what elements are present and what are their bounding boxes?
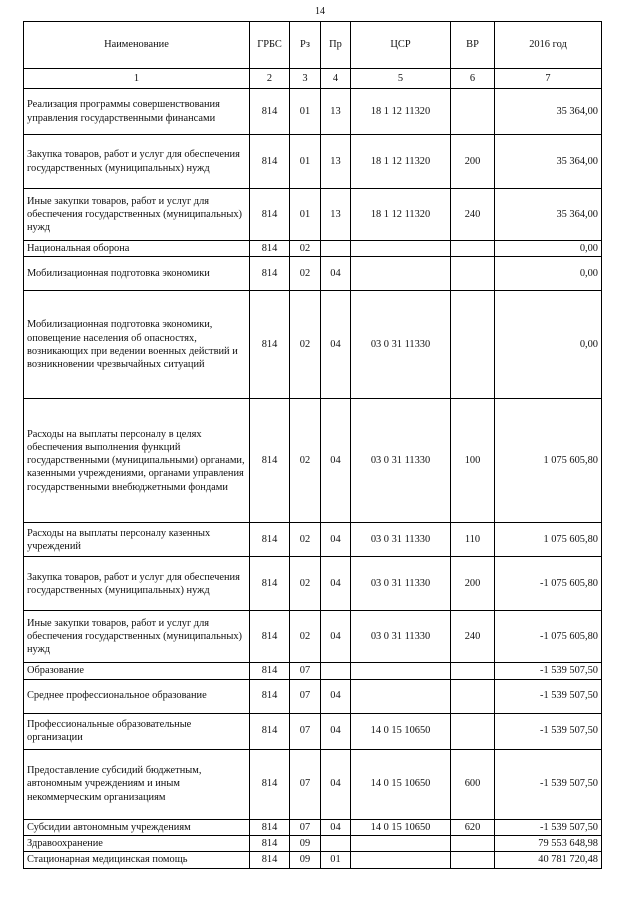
- row-rz: 02: [290, 557, 321, 611]
- row-pr: [321, 241, 351, 257]
- row-csr: [351, 257, 451, 291]
- row-amount: -1 539 507,50: [495, 663, 602, 679]
- row-amount: 0,00: [495, 241, 602, 257]
- row-csr: [351, 241, 451, 257]
- row-rz: 09: [290, 852, 321, 868]
- row-pr: 13: [321, 89, 351, 135]
- row-amount: -1 539 507,50: [495, 713, 602, 749]
- row-vr: [451, 713, 495, 749]
- table-row: [24, 852, 602, 868]
- row-name: Закупка товаров, работ и услуг для обеспечения государственных (муниципальных) нужд: [24, 135, 250, 189]
- row-pr: 04: [321, 291, 351, 399]
- row-csr: 03 0 31 11330: [351, 399, 451, 523]
- row-name: Мобилизационная подготовка экономики: [24, 257, 250, 291]
- row-rz: 01: [290, 89, 321, 135]
- header-row: [24, 22, 602, 69]
- row-csr: 18 1 12 11320: [351, 135, 451, 189]
- row-name: Предоставление субсидий бюджетным, автономным учреждениям и иным некоммерческим организациям: [24, 749, 250, 819]
- row-rz: 02: [290, 611, 321, 663]
- row-csr: 03 0 31 11330: [351, 523, 451, 557]
- row-name: Субсидии автономным учреждениям: [24, 819, 250, 835]
- row-rz: 01: [290, 135, 321, 189]
- row-amount: 79 553 648,98: [495, 835, 602, 851]
- column-number: 3: [290, 69, 321, 89]
- row-name: Профессиональные образовательные организации: [24, 713, 250, 749]
- table-body: [24, 89, 602, 869]
- row-rz: 01: [290, 189, 321, 241]
- row-name: Здравоохранение: [24, 835, 250, 851]
- row-vr: [451, 89, 495, 135]
- row-grbs: 814: [250, 399, 290, 523]
- row-rz: 09: [290, 835, 321, 851]
- row-rz: 02: [290, 399, 321, 523]
- row-amount: -1 539 507,50: [495, 749, 602, 819]
- row-rz: 07: [290, 663, 321, 679]
- row-rz: 07: [290, 749, 321, 819]
- row-grbs: 814: [250, 679, 290, 713]
- row-amount: 35 364,00: [495, 189, 602, 241]
- table-row: [24, 835, 602, 851]
- column-number: 7: [495, 69, 602, 89]
- row-pr: 04: [321, 523, 351, 557]
- row-grbs: 814: [250, 663, 290, 679]
- table-row: [24, 89, 602, 135]
- row-grbs: 814: [250, 749, 290, 819]
- table-row: [24, 189, 602, 241]
- row-csr: 03 0 31 11330: [351, 611, 451, 663]
- row-vr: 110: [451, 523, 495, 557]
- row-pr: 04: [321, 399, 351, 523]
- row-csr: 18 1 12 11320: [351, 89, 451, 135]
- row-name: Среднее профессиональное образование: [24, 679, 250, 713]
- row-csr: [351, 663, 451, 679]
- row-grbs: 814: [250, 852, 290, 868]
- row-pr: [321, 835, 351, 851]
- row-csr: 14 0 15 10650: [351, 713, 451, 749]
- row-pr: 04: [321, 611, 351, 663]
- row-csr: 14 0 15 10650: [351, 819, 451, 835]
- row-vr: [451, 852, 495, 868]
- row-name: Мобилизационная подготовка экономики, оповещение населения об опасностях, возникающих при ведении военных действий и возникновении чрезвычайных ситуаций: [24, 291, 250, 399]
- row-rz: 02: [290, 241, 321, 257]
- row-name: Иные закупки товаров, работ и услуг для обеспечения государственных (муниципальных) нужд: [24, 189, 250, 241]
- row-name: Иные закупки товаров, работ и услуг для обеспечения государственных (муниципальных) нужд: [24, 611, 250, 663]
- row-rz: 02: [290, 523, 321, 557]
- row-amount: -1 075 605,80: [495, 557, 602, 611]
- row-pr: 04: [321, 257, 351, 291]
- row-grbs: 814: [250, 819, 290, 835]
- row-csr: 03 0 31 11330: [351, 557, 451, 611]
- header-pr: Пр: [321, 22, 351, 69]
- row-csr: 03 0 31 11330: [351, 291, 451, 399]
- row-vr: [451, 835, 495, 851]
- row-grbs: 814: [250, 523, 290, 557]
- row-vr: 620: [451, 819, 495, 835]
- row-vr: [451, 257, 495, 291]
- table-row: [24, 557, 602, 611]
- row-amount: 1 075 605,80: [495, 523, 602, 557]
- row-vr: [451, 241, 495, 257]
- row-vr: 200: [451, 135, 495, 189]
- row-amount: 40 781 720,48: [495, 852, 602, 868]
- column-number: 4: [321, 69, 351, 89]
- row-pr: 04: [321, 557, 351, 611]
- row-name: Расходы на выплаты персоналу казенных учреждений: [24, 523, 250, 557]
- row-csr: [351, 852, 451, 868]
- row-rz: 07: [290, 713, 321, 749]
- row-name: Образование: [24, 663, 250, 679]
- row-amount: 35 364,00: [495, 89, 602, 135]
- row-vr: 200: [451, 557, 495, 611]
- header-csr: ЦСР: [351, 22, 451, 69]
- row-grbs: 814: [250, 291, 290, 399]
- table-row: [24, 291, 602, 399]
- header-vr: ВР: [451, 22, 495, 69]
- row-amount: 35 364,00: [495, 135, 602, 189]
- row-rz: 07: [290, 819, 321, 835]
- budget-table: [23, 21, 602, 869]
- row-amount: 0,00: [495, 257, 602, 291]
- table-row: [24, 257, 602, 291]
- row-grbs: 814: [250, 135, 290, 189]
- row-csr: 18 1 12 11320: [351, 189, 451, 241]
- row-grbs: 814: [250, 557, 290, 611]
- row-vr: 100: [451, 399, 495, 523]
- row-amount: -1 539 507,50: [495, 679, 602, 713]
- header-name: Наименование: [24, 22, 250, 69]
- column-number: 5: [351, 69, 451, 89]
- row-vr: [451, 679, 495, 713]
- table-row: [24, 611, 602, 663]
- row-vr: 240: [451, 611, 495, 663]
- table-row: [24, 523, 602, 557]
- table-row: [24, 663, 602, 679]
- row-pr: 04: [321, 749, 351, 819]
- header-grbs: ГРБС: [250, 22, 290, 69]
- row-pr: 01: [321, 852, 351, 868]
- row-amount: 0,00: [495, 291, 602, 399]
- row-grbs: 814: [250, 241, 290, 257]
- row-csr: 14 0 15 10650: [351, 749, 451, 819]
- column-number: 2: [250, 69, 290, 89]
- row-grbs: 814: [250, 835, 290, 851]
- row-rz: 07: [290, 679, 321, 713]
- row-pr: 13: [321, 135, 351, 189]
- row-name: Стационарная медицинская помощь: [24, 852, 250, 868]
- table-row: [24, 241, 602, 257]
- row-rz: 02: [290, 291, 321, 399]
- column-number: 6: [451, 69, 495, 89]
- table-row: [24, 749, 602, 819]
- column-number: 1: [24, 69, 250, 89]
- table-row: [24, 135, 602, 189]
- row-amount: -1 075 605,80: [495, 611, 602, 663]
- table-row: [24, 713, 602, 749]
- row-amount: 1 075 605,80: [495, 399, 602, 523]
- row-name: Закупка товаров, работ и услуг для обеспечения государственных (муниципальных) нужд: [24, 557, 250, 611]
- row-grbs: 814: [250, 89, 290, 135]
- header-year: 2016 год: [495, 22, 602, 69]
- row-pr: 04: [321, 713, 351, 749]
- row-pr: [321, 663, 351, 679]
- row-csr: [351, 835, 451, 851]
- row-grbs: 814: [250, 713, 290, 749]
- row-csr: [351, 679, 451, 713]
- table-row: [24, 399, 602, 523]
- row-name: Национальная оборона: [24, 241, 250, 257]
- row-amount: -1 539 507,50: [495, 819, 602, 835]
- table-row: [24, 819, 602, 835]
- table-row: [24, 679, 602, 713]
- row-grbs: 814: [250, 611, 290, 663]
- row-vr: [451, 291, 495, 399]
- row-pr: 04: [321, 819, 351, 835]
- row-name: Расходы на выплаты персоналу в целях обеспечения выполнения функций государственными (муниципальными) органами, казенными учреждениями, органами управления государственными внебюджетными фондами: [24, 399, 250, 523]
- row-vr: [451, 663, 495, 679]
- row-pr: 13: [321, 189, 351, 241]
- header-rz: Рз: [290, 22, 321, 69]
- row-vr: 600: [451, 749, 495, 819]
- row-rz: 02: [290, 257, 321, 291]
- row-name: Реализация программы совершенствования управления государственными финансами: [24, 89, 250, 135]
- row-pr: 04: [321, 679, 351, 713]
- row-grbs: 814: [250, 189, 290, 241]
- page-number: 14: [315, 6, 325, 17]
- row-vr: 240: [451, 189, 495, 241]
- column-number-row: [24, 69, 602, 89]
- row-grbs: 814: [250, 257, 290, 291]
